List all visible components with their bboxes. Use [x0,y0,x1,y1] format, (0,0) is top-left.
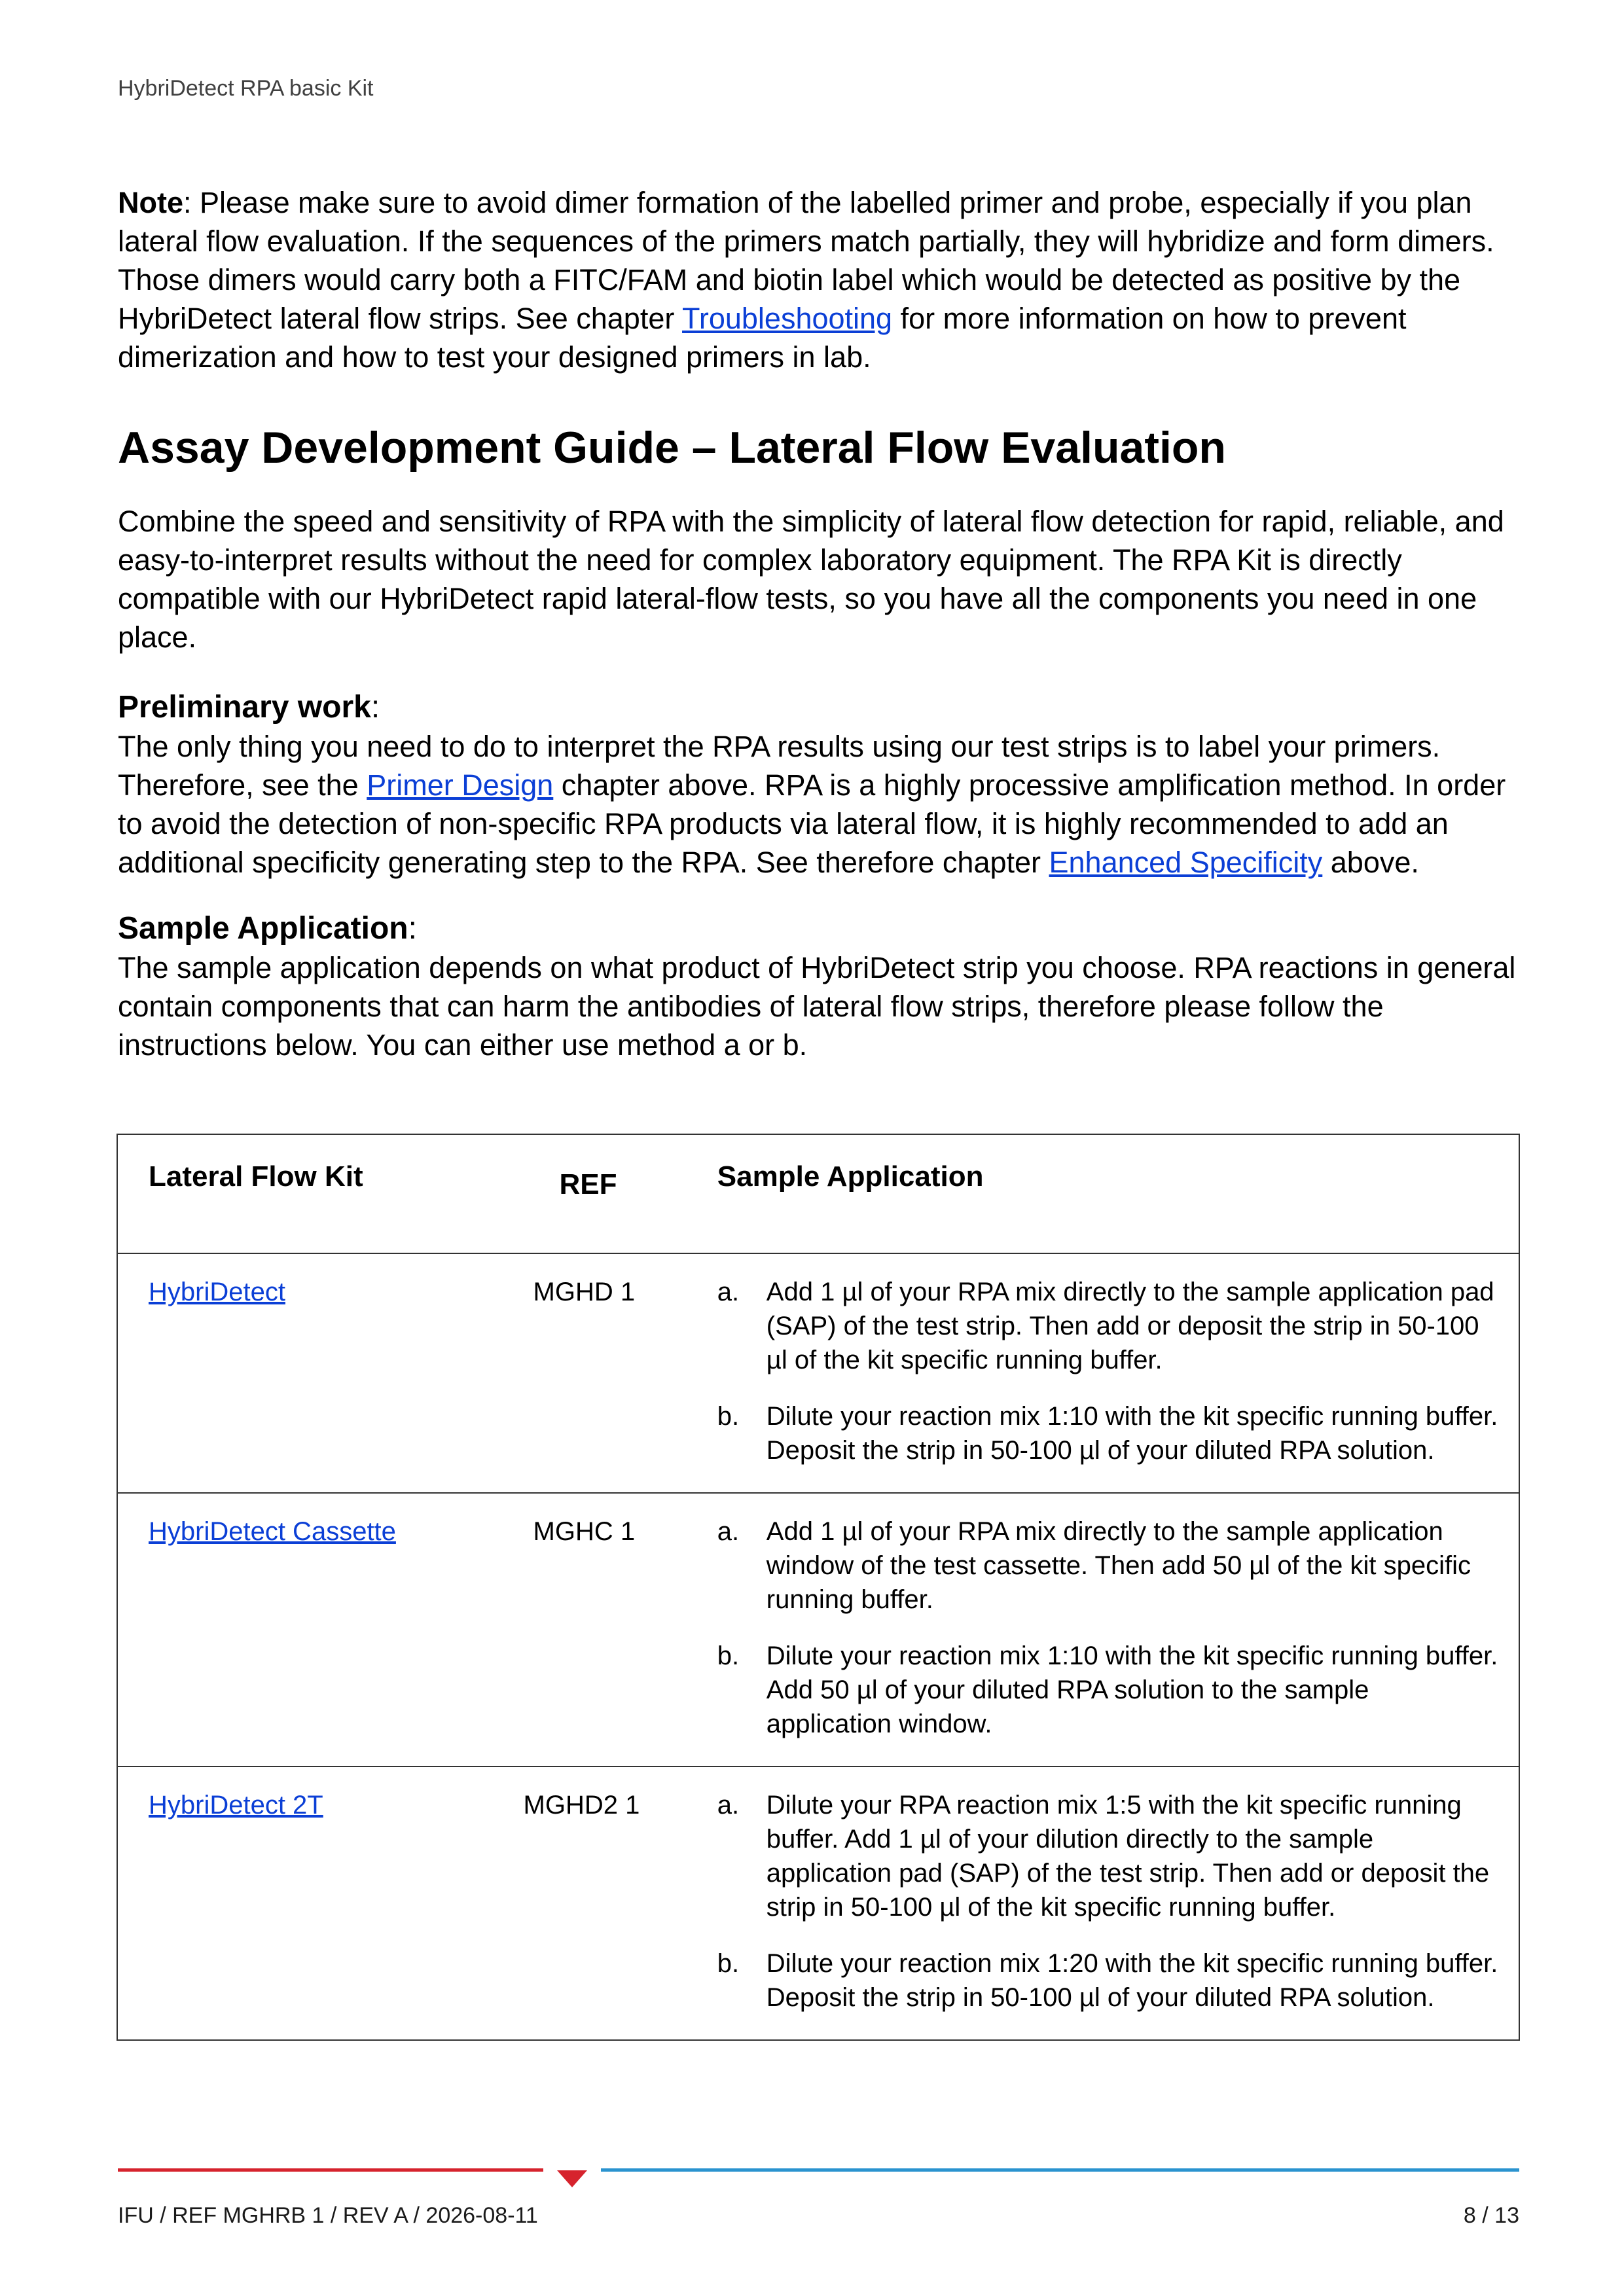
table-row [117,1253,1519,1493]
step-item [717,1946,1499,2015]
step-marker: a. [717,1517,740,1546]
lateral-flow-kit-table [117,1134,1520,2041]
footer-document-id: IFU / REF MGHRB 1 / REV A / 2026-08-11 [118,2203,538,2228]
sample-application-paragraph: The sample application depends on what product of HybriDetect strip you choose. RPA reactions in general contain components that can harm the antibodies of lateral flow strips, therefore please follow the instructions below. You can either use method a or b. [118,951,1516,1062]
section-title: Assay Development Guide – Lateral Flow Evaluation [118,423,1226,473]
preliminary-heading [118,688,1519,727]
ref-value: MGHD 1 [533,1278,636,1306]
ref-cell [484,1253,717,1493]
note-text-2: for more information on how to prevent dimerization and how to test your designed primers in lab. [118,302,1407,374]
application-steps [717,1515,1499,1741]
step-text: Dilute your reaction mix 1:10 with the kit specific running buffer. Add 50 µl of your diluted RPA solution to the sample application window. [766,1641,1498,1738]
ref-cell [484,1767,717,2040]
step-marker: b. [717,1641,740,1670]
step-text: Dilute your RPA reaction mix 1:5 with the kit specific running buffer. Add 1 µl of your dilution directly to the sample application pad (SAP) of the test strip. Then add or deposit the strip in 50-100 µl of the kit specific running buffer. [766,1791,1490,1922]
header-ref: REF [559,1168,617,1200]
kit-link-hybridetect-cassette[interactable]: HybriDetect Cassette [149,1517,396,1546]
application-steps [717,1788,1499,2015]
step-marker: b. [717,1402,740,1431]
note-label: Note [118,186,183,219]
header-kit: Lateral Flow Kit [117,1134,484,1253]
sample-application-heading [118,909,1519,948]
intro-paragraph: Combine the speed and sensitivity of RPA with the simplicity of lateral flow detection for rapid, reliable, and easy-to-interpret results without the need for complex laboratory equipment. The RPA Kit is directly compatible with our HybriDetect rapid lateral-flow tests, so you have all the components you need in one place. [118,505,1504,654]
step-text: Add 1 µl of your RPA mix directly to the sample application window of the test cassette. Then add 50 µl of the kit specific running buffer. [766,1517,1471,1614]
kit-cell [117,1767,484,2040]
step-text: Add 1 µl of your RPA mix directly to the sample application pad (SAP) of the test strip. Then add or deposit the strip in 50-100 µl of the kit specific running buffer. [766,1278,1494,1374]
step-marker: b. [717,1949,740,1978]
primer-design-link[interactable]: Primer Design [367,768,554,802]
preliminary-text-3: above. [1322,846,1419,879]
sample-application-heading-colon: : [408,911,417,946]
footer-page-number: 8 / 13 [1463,2203,1519,2228]
main-content [118,183,1519,1064]
troubleshooting-link[interactable]: Troubleshooting [682,302,893,335]
sample-application-heading-label: Sample Application [118,911,408,946]
kit-link-hybridetect-2t[interactable]: HybriDetect 2T [149,1791,323,1820]
kit-cell [117,1493,484,1767]
footer-rule-blue [601,2168,1519,2172]
preliminary-text-2: chapter above. RPA is a highly processive amplification method. In order to avoid the detection of non-specific RPA products via lateral flow, it is highly recommended to add an additional specificity generating step to the RPA. See therefore chapter [118,768,1506,879]
preliminary-text-1: The only thing you need to do to interpret the RPA results using our test strips is to label your primers. Therefore, see the [118,730,1441,802]
preliminary-heading-colon: : [370,690,380,725]
header-application: Sample Application [717,1134,1519,1253]
footer-rule-red [118,2168,543,2172]
preliminary-paragraph [118,727,1519,882]
footer-triangle-marker [557,2170,587,2187]
step-marker: a. [717,1791,740,1820]
step-item [717,1399,1499,1467]
enhanced-specificity-link[interactable]: Enhanced Specificity [1049,846,1323,879]
header-ref-cell [484,1134,717,1253]
step-text: Dilute your reaction mix 1:10 with the kit specific running buffer. Deposit the strip in 50-100 µl of your diluted RPA solution. [766,1402,1498,1465]
application-cell [717,1253,1519,1493]
table-row [117,1493,1519,1767]
table-header-row [117,1134,1519,1253]
ref-value: MGHD2 1 [523,1791,640,1820]
running-header: HybriDetect RPA basic Kit [118,76,374,101]
table-row [117,1767,1519,2040]
step-item [717,1639,1499,1741]
application-cell [717,1767,1519,2040]
application-steps [717,1275,1499,1467]
step-marker: a. [717,1278,740,1306]
step-item [717,1275,1499,1377]
ref-cell [484,1493,717,1767]
note-paragraph [118,183,1519,376]
step-text: Dilute your reaction mix 1:20 with the kit specific running buffer. Deposit the strip in 50-100 µl of your diluted RPA solution. [766,1949,1498,2012]
step-item [717,1515,1499,1617]
kit-link-hybridetect[interactable]: HybriDetect [149,1278,285,1306]
preliminary-heading-label: Preliminary work [118,690,371,725]
kit-cell [117,1253,484,1493]
application-cell [717,1493,1519,1767]
note-text-1: : Please make sure to avoid dimer formation of the labelled primer and probe, especially if you plan lateral flow evaluation. If the sequences of the primers match partially, they will hybridize and form dimers. Those dimers would carry both a FITC/FAM and biotin label which would be detected as positive by the HybriDetect lateral flow strips. See chapter [118,186,1494,335]
ref-value: MGHC 1 [533,1517,636,1546]
step-item [717,1788,1499,1924]
